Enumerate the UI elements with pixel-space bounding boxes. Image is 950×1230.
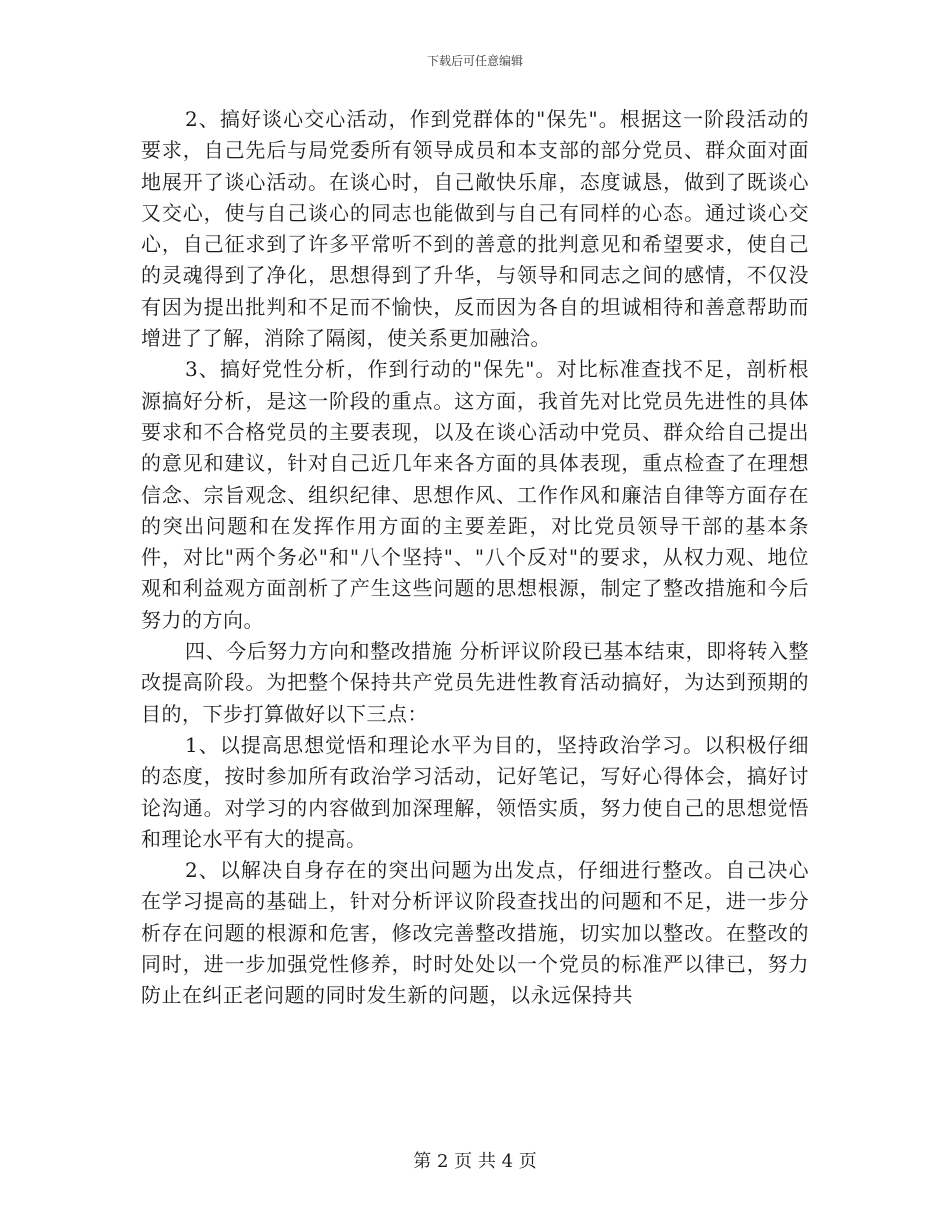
paragraph-future-direction: 四、今后努力方向和整改措施 分析评议阶段已基本结束，即将转入整改提高阶段。为把整个保持共产党员先进性教育活动搞好，为达到预期的目的，下步打算做好以下三点： xyxy=(141,639,809,726)
document-body xyxy=(141,104,809,1012)
paragraph-talk-activity: 2、搞好谈心交心活动，作到党群体的"保先"。根据这一阶段活动的要求，自己先后与局党委所有领导成员和本支部的部分党员、群众面对面地展开了谈心活动。在谈心时，自己敞快乐扉，态度诚恳，做到了既谈心又交心，使与自己谈心的同志也能做到与自己有同样的心态。通过谈心交心，自己征求到了许多平常听不到的善意的批判意见和希望要求，使自己的灵魂得到了净化，思想得到了升华，与领导和同志之间的感情，不仅没有因为提出批判和不足而不愉快，反而因为各自的坦诚相待和善意帮助而增进了了解，消除了隔阂，使关系更加融洽。 xyxy=(141,107,809,351)
paragraph-rectification: 2、以解决自身存在的突出问题为出发点，仔细进行整改。自己决心在学习提高的基础上，针对分析评议阶段查找出的问题和不足，进一步分析存在问题的根源和危害，修改完善整改措施，切实加以整改。在整改的同时，进一步加强党性修养，时时处处以一个党员的标准严以律已，努力防止在纠正老问题的同时发生新的问题，以永远保持共 xyxy=(141,858,809,1008)
paragraph-political-study: 1、以提高思想觉悟和理论水平为目的，坚持政治学习。以积极仔细的态度，按时参加所有政治学习活动，记好笔记，写好心得体会，搞好讨论沟通。对学习的内容做到加深理解，领悟实质，努力使自己的思想觉悟和理论水平有大的提高。 xyxy=(141,732,809,851)
paragraph-party-analysis: 3、搞好党性分析，作到行动的"保先"。对比标准查找不足，剖析根源搞好分析，是这一阶段的重点。这方面，我首先对比党员先进性的具体要求和不合格党员的主要表现，以及在谈心活动中党员、群众给自己提出的意见和建议，针对自己近几年来各方面的具体表现，重点检查了在理想信念、宗旨观念、组织纪律、思想作风、工作作风和廉洁自律等方面存在的突出问题和在发挥作用方面的主要差距，对比党员领导干部的基本条件，对比"两个务必"和"八个坚持"、"八个反对"的要求，从权力观、地位观和利益观方面剖析了产生这些问题的思想根源，制定了整改措施和今后努力的方向。 xyxy=(141,357,809,632)
page-number-footer: 第 2 页 共 4 页 xyxy=(413,1151,537,1172)
page-header-note: 下载后可任意编辑 xyxy=(426,54,523,68)
